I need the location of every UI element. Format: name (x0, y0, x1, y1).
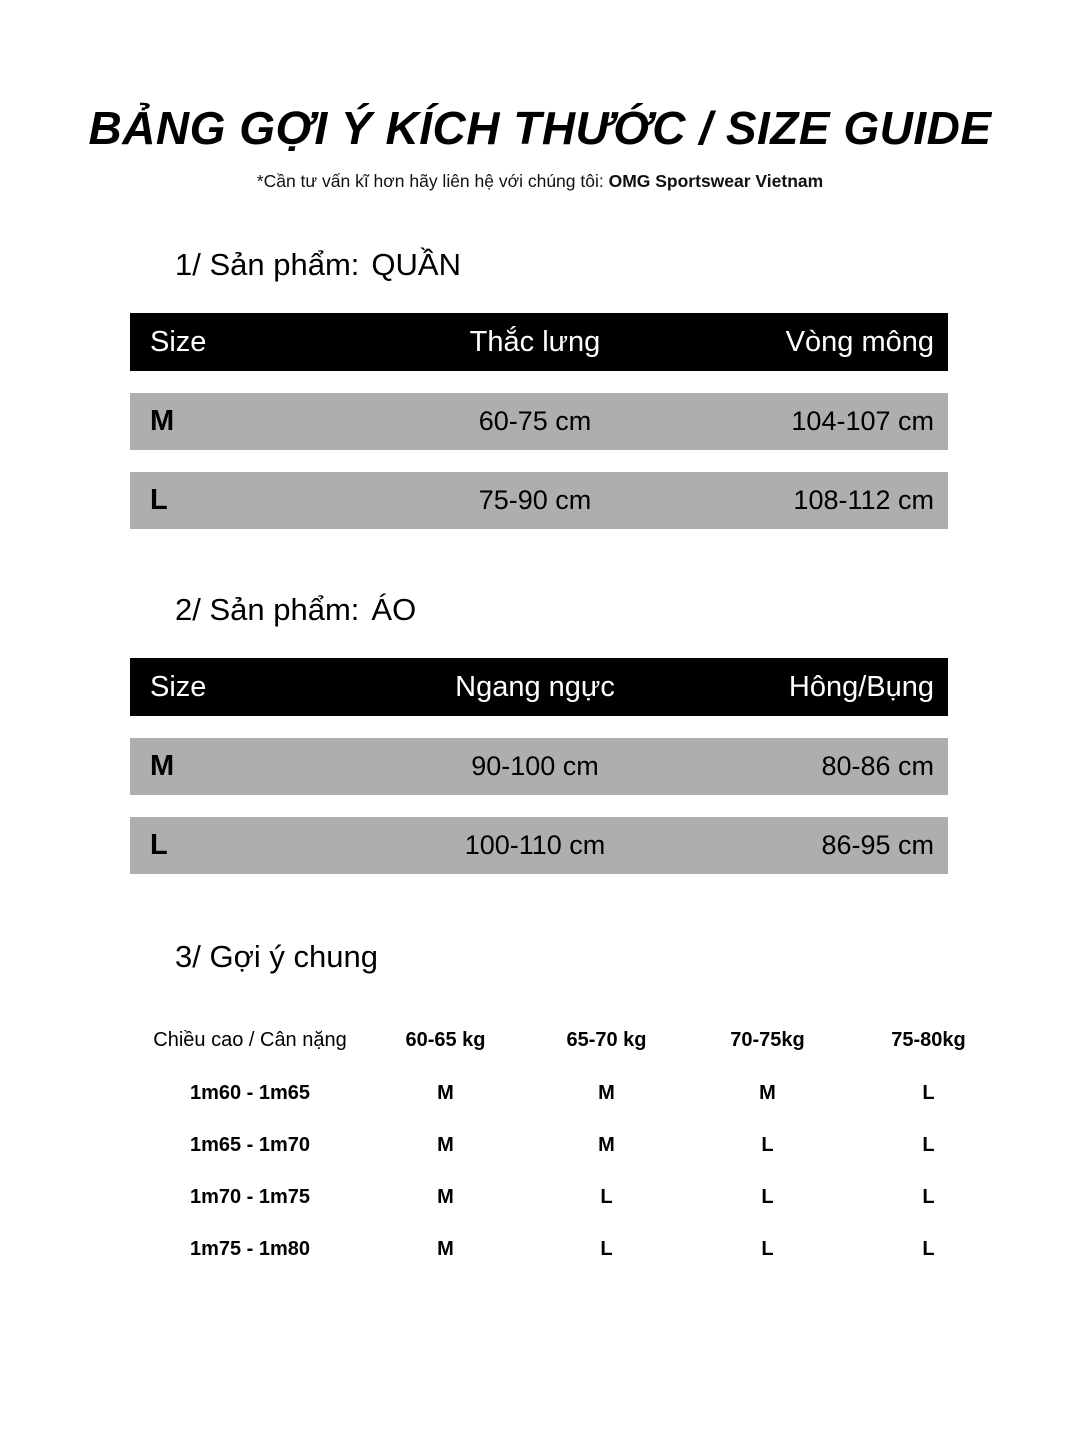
size-cell: L (761, 1185, 774, 1208)
size-cell: L (922, 1133, 935, 1156)
weight-column-header: 70-75kg (730, 1028, 805, 1051)
column-header-size: Size (150, 325, 207, 358)
pants-table-header-row (130, 313, 948, 371)
weight-column-header: 75-80kg (891, 1028, 966, 1051)
size-cell: M (437, 1133, 454, 1156)
column-header-waist: Thắc lưng (469, 325, 601, 358)
size-cell: L (600, 1237, 613, 1260)
shirt-size-table (130, 658, 948, 874)
chest-value: 90-100 cm (471, 751, 599, 782)
size-cell: M (759, 1081, 776, 1104)
height-range-label: 1m70 - 1m75 (189, 1185, 311, 1208)
waist-value: 75-90 cm (478, 485, 592, 516)
section-1-heading-label: 1/ Sản phẩm: (175, 246, 360, 282)
size-cell: M (437, 1185, 454, 1208)
guide-row (135, 1223, 1009, 1275)
height-range-label: 1m65 - 1m70 (189, 1133, 311, 1156)
size-cell: L (761, 1237, 774, 1260)
corner-label-height-weight: Chiều cao / Cân nặng (153, 1028, 347, 1051)
size-label: L (150, 829, 168, 862)
shirt-table-header-row (130, 658, 948, 716)
size-cell: M (437, 1237, 454, 1260)
waist-value: 60-75 cm (478, 406, 592, 437)
pants-size-table (130, 313, 948, 529)
column-header-belly: Hông/Bụng (788, 670, 934, 703)
section-3-heading: 3/ Gợi ý chung (175, 939, 378, 975)
column-header-size: Size (150, 670, 207, 703)
section-2-heading-value: ÁO (371, 592, 417, 628)
table-row (130, 393, 948, 450)
chest-value: 100-110 cm (464, 830, 606, 861)
hip-value: 104-107 cm (791, 406, 934, 437)
section-1-heading (175, 246, 1080, 283)
table-row (130, 817, 948, 874)
size-cell: M (598, 1081, 615, 1104)
page-title: BẢNG GỢI Ý KÍCH THƯỚC / SIZE GUIDE (88, 102, 992, 154)
table-row (130, 738, 948, 795)
size-cell: L (922, 1185, 935, 1208)
section-1-heading-value: QUẦN (371, 246, 461, 282)
hip-value: 108-112 cm (793, 485, 934, 516)
size-label: M (150, 750, 175, 783)
brand-name: OMG Sportswear Vietnam (608, 170, 824, 191)
section-2-heading (175, 591, 1080, 628)
general-guide-table (135, 1025, 1009, 1275)
guide-row (135, 1067, 1009, 1119)
size-cell: L (922, 1237, 935, 1260)
size-label: L (150, 484, 168, 517)
weight-column-header: 60-65 kg (405, 1028, 486, 1051)
column-header-chest: Ngang ngực (455, 670, 615, 703)
height-range-label: 1m75 - 1m80 (189, 1237, 311, 1260)
guide-row (135, 1119, 1009, 1171)
table-row (130, 472, 948, 529)
section-2-heading-label: 2/ Sản phẩm: (175, 592, 360, 628)
size-cell: L (761, 1133, 774, 1156)
belly-value: 80-86 cm (821, 751, 934, 782)
size-cell: L (922, 1081, 935, 1104)
column-header-hip: Vòng mông (785, 325, 934, 358)
guide-header-row (135, 1025, 1009, 1055)
guide-row (135, 1171, 1009, 1223)
subtitle-text: *Cần tư vấn kĩ hơn hãy liên hệ với chúng tôi: (256, 170, 609, 191)
size-cell: M (437, 1081, 454, 1104)
size-cell: L (600, 1185, 613, 1208)
page-subtitle (0, 171, 1080, 192)
weight-column-header: 65-70 kg (566, 1028, 647, 1051)
height-range-label: 1m60 - 1m65 (189, 1081, 311, 1104)
belly-value: 86-95 cm (821, 830, 934, 861)
size-label: M (150, 405, 175, 438)
size-cell: M (598, 1133, 615, 1156)
